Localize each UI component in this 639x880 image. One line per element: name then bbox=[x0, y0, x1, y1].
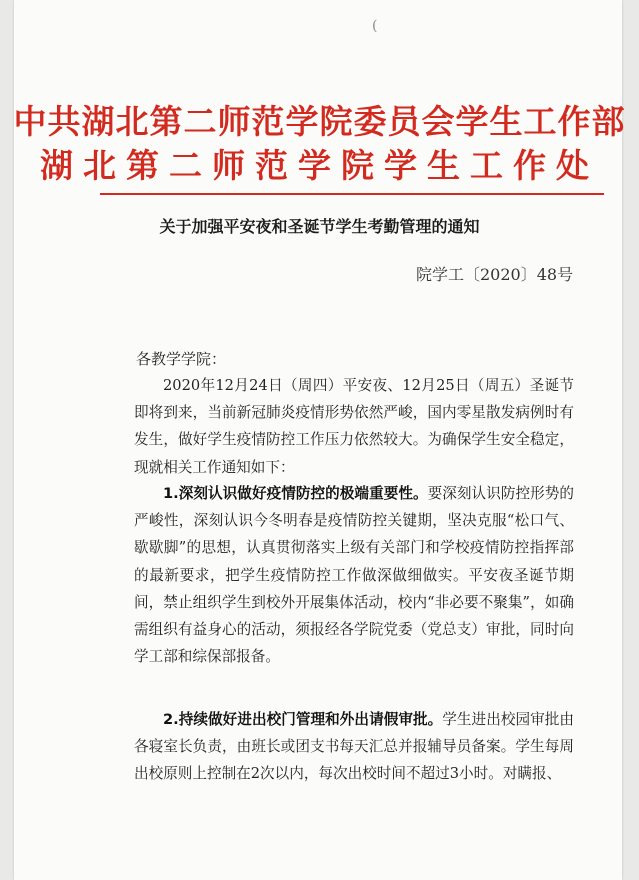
addressee: 各教学学院： bbox=[136, 350, 227, 368]
page-mark: ( bbox=[372, 18, 378, 34]
paragraph-intro bbox=[134, 372, 574, 481]
item-2-heading: 2.持续做好进出校门管理和外出请假审批。 bbox=[163, 711, 443, 728]
item-1-heading: 1.深刻认识做好疫情防控的极端重要性。 bbox=[163, 485, 428, 502]
item-1-body: 要深刻认识防控形势的严峻性，深刻认识今冬明春是疫情防控关键期，坚决克服“松口气、歇歇脚”的思想，认真贯彻落实上级有关部门和学校疫情防控指挥部的最新要求，把学生疫情防控工作做深做细做实。平安夜圣诞节期间，禁止组织学生到校外开展集体活动，校内“非必要不聚集”，如确需组织有益身心的活动，须报经各学院党委（党总支）审批，同时向学工部和综保部报备。 bbox=[134, 485, 574, 666]
notice-title: 关于加强平安夜和圣诞节学生考勤管理的通知 bbox=[159, 217, 480, 236]
paragraph-intro-text: 2020年12月24日（周四）平安夜、12月25日（周五）圣诞节即将到来，当前新冠肺炎疫情形势依然严峻，国内零星散发病例时有发生，做好学生疫情防控工作压力依然较大。为确保学生安全稳定，现就相关工作通知如下： bbox=[134, 377, 574, 476]
paragraph-item-2 bbox=[134, 706, 574, 788]
document-number: 院学工〔2020〕48号 bbox=[416, 265, 574, 284]
paragraph-item-1 bbox=[134, 480, 574, 670]
header-line-2: 湖北第二师范学院学生工作处 bbox=[40, 146, 599, 185]
header-line-1: 中共湖北第二师范学院委员会学生工作部 bbox=[13, 102, 626, 141]
item-2-body: 学生进出校园审批由各寝室长负责，由班长或团支书每天汇总并报辅导员备案。学生每周出校原则上控制在2次以内，每次出校时间不超过3小时。对瞒报、 bbox=[134, 711, 574, 783]
red-divider-line bbox=[100, 193, 604, 195]
